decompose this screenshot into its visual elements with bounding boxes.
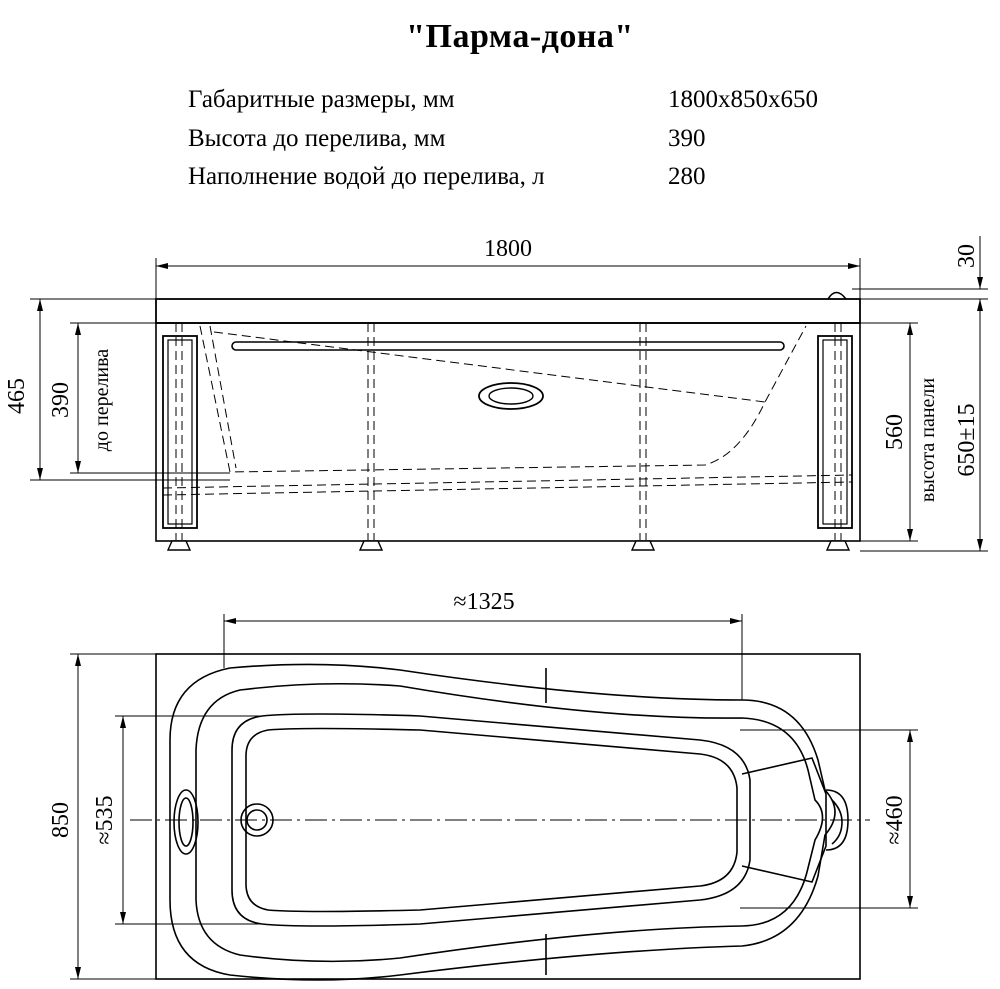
spec-label: Высота до перелива, мм	[188, 125, 446, 152]
dim-height-465: 465	[4, 378, 30, 414]
dim-overflow-390: 390	[48, 382, 74, 418]
spec-value: 1800х850х650	[668, 86, 818, 113]
dim-total-650: 650±15	[954, 403, 980, 477]
spec-label: Наполнение водой до перелива, л	[188, 163, 545, 190]
drawing-title: "Парма-дона"	[406, 18, 634, 55]
dim-rim-30: 30	[954, 244, 980, 268]
label-to-overflow: до перелива	[91, 348, 113, 452]
dim-inner-width-535: ≈535	[92, 795, 118, 845]
spec-label: Габаритные размеры, мм	[188, 86, 455, 113]
front-view-dimensions	[30, 236, 988, 551]
spec-value: 280	[668, 163, 706, 190]
label-panel-height: высота панели	[917, 377, 939, 503]
front-view-outline	[156, 293, 860, 542]
dim-width-850: 850	[48, 802, 74, 838]
front-view-hidden-lines	[163, 323, 852, 540]
spec-value: 390	[668, 125, 706, 152]
dim-length-1800: 1800	[484, 236, 532, 262]
front-view-feet	[168, 541, 849, 550]
dim-bottom-width-460: ≈460	[882, 795, 908, 845]
dim-panel-560: 560	[882, 414, 908, 450]
dim-inner-length-1325: ≈1325	[453, 589, 515, 615]
